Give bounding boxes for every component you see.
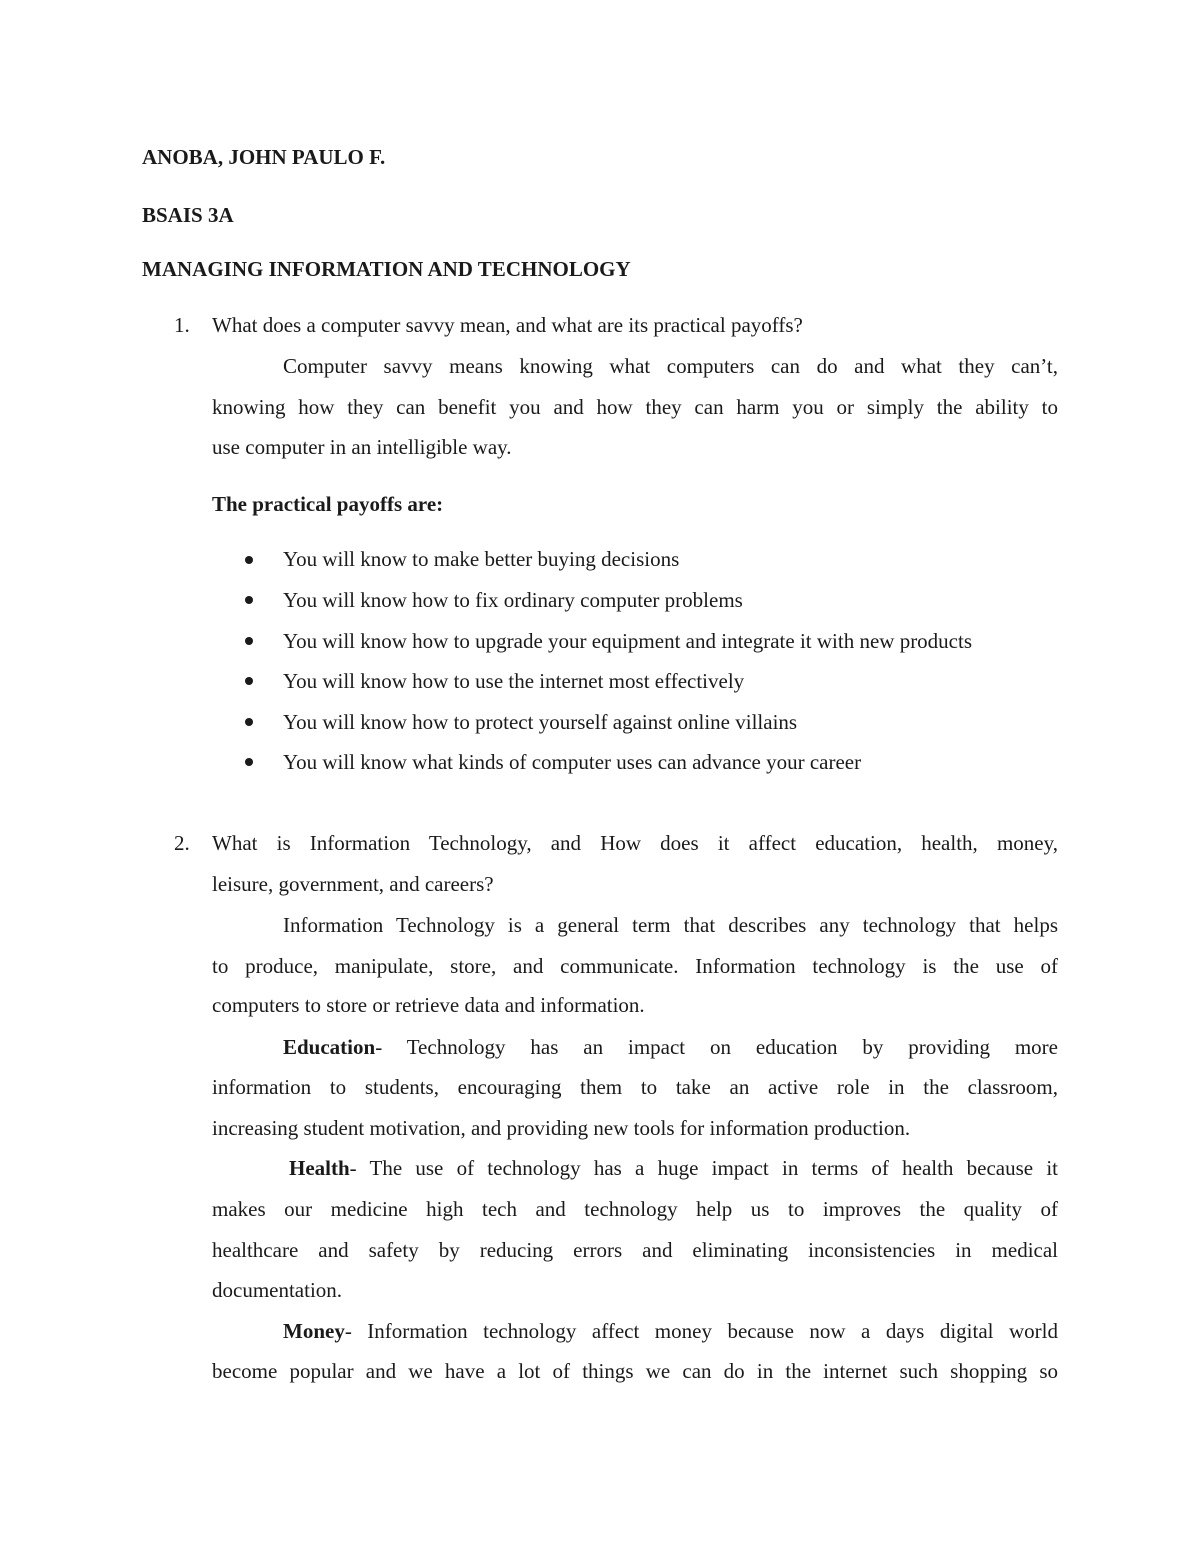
q2-definition-line: computers to store or retrieve data and information. <box>212 993 645 1017</box>
health-text: - The use of technology has a huge impact in terms of health because it <box>349 1156 1058 1180</box>
q1-answer-line: knowing how they can benefit you and how they can harm you or simply the ability to <box>212 395 1058 419</box>
health-label: Health <box>289 1156 350 1180</box>
q2-definition-line: Information Technology is a general term that describes any technology that helps <box>283 913 1058 937</box>
education-label: Education <box>283 1035 376 1059</box>
money-label: Money <box>283 1319 345 1343</box>
money-paragraph-first-line <box>283 1319 1058 1344</box>
health-line: documentation. <box>212 1278 343 1302</box>
question-1-number: 1. <box>174 313 190 337</box>
payoff-text: You will know how to fix ordinary computer problems <box>283 588 743 612</box>
bullet-icon <box>245 596 253 604</box>
money-line: become popular and we have a lot of things we can do in the internet such shopping so <box>212 1359 1058 1383</box>
document-title: MANAGING INFORMATION AND TECHNOLOGY <box>142 257 631 281</box>
q1-answer-line: use computer in an intelligible way. <box>212 435 512 459</box>
bullet-icon <box>245 637 253 645</box>
bullet-icon <box>245 718 253 726</box>
health-line: healthcare and safety by reducing errors and eliminating inconsistencies in medical <box>212 1238 1058 1262</box>
bullet-icon <box>245 677 253 685</box>
payoff-text: You will know how to use the internet most effectively <box>283 669 745 693</box>
education-line: information to students, encouraging them to take an active role in the classroom, <box>212 1075 1058 1099</box>
question-2-text: leisure, government, and careers? <box>212 872 494 896</box>
bullet-icon <box>245 758 253 766</box>
bullet-icon <box>245 556 253 564</box>
payoffs-heading: The practical payoffs are: <box>212 492 444 516</box>
question-1-text: What does a computer savvy mean, and what are its practical payoffs? <box>212 313 803 337</box>
student-section: BSAIS 3A <box>142 203 234 227</box>
health-line: makes our medicine high tech and technology help us to improves the quality of <box>212 1197 1058 1221</box>
health-paragraph-first-line <box>289 1156 1058 1181</box>
payoff-text: You will know what kinds of computer uses can advance your career <box>283 750 862 774</box>
education-text: - Technology has an impact on education by providing more <box>375 1035 1058 1059</box>
education-paragraph-first-line <box>283 1035 1058 1060</box>
question-2-number: 2. <box>174 831 190 855</box>
student-name: ANOBA, JOHN PAULO F. <box>142 145 386 169</box>
payoff-text: You will know how to protect yourself against online villains <box>283 710 798 734</box>
payoff-text: You will know how to upgrade your equipment and integrate it with new products <box>283 629 973 653</box>
money-text: - Information technology affect money because now a days digital world <box>344 1319 1058 1343</box>
question-2-text: What is Information Technology, and How does it affect education, health, money, <box>212 831 1058 855</box>
education-line: increasing student motivation, and providing new tools for information production. <box>212 1116 911 1140</box>
payoff-text: You will know to make better buying decisions <box>283 547 680 571</box>
q2-definition-line: to produce, manipulate, store, and communicate. Information technology is the use of <box>212 954 1058 978</box>
q1-answer-line: Computer savvy means knowing what computers can do and what they can’t, <box>283 354 1058 378</box>
